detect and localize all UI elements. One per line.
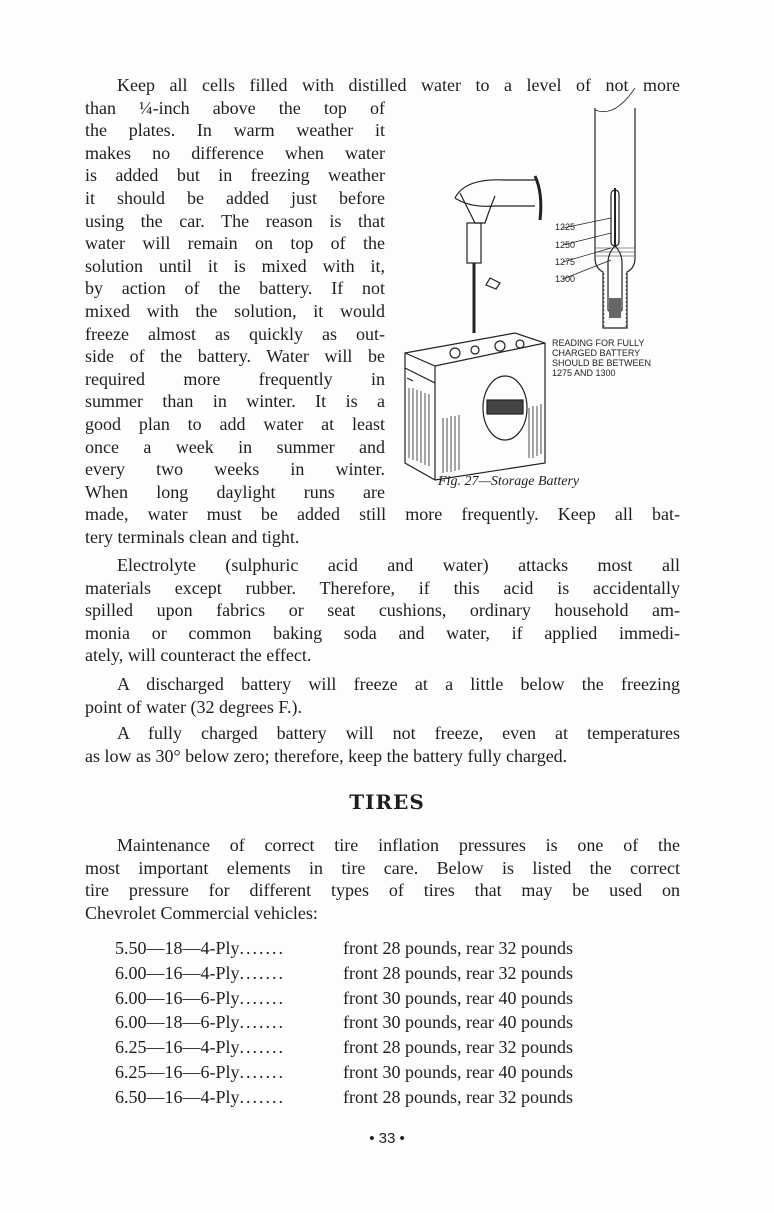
tire-row <box>115 961 675 986</box>
paragraph-electrolyte <box>85 554 680 667</box>
scale-label-1275: 1275 <box>555 257 576 267</box>
tire-size <box>115 1035 285 1060</box>
tire-pressures: front 30 pounds, rear 40 pounds <box>343 1061 573 1082</box>
tire-size-text: 6.25—16—6-Ply <box>115 1061 240 1082</box>
text-line: ately, will counteract the effect. <box>85 645 312 666</box>
tire-size <box>115 1085 285 1110</box>
dot-leader: ....... <box>239 962 286 983</box>
note-line: CHARGED BATTERY <box>552 348 641 358</box>
note-line: SHOULD BE BETWEEN <box>552 358 652 368</box>
dot-leader: ....... <box>239 1086 286 1107</box>
text-line: Chevrolet Commercial vehicles: <box>85 902 318 923</box>
tire-row <box>115 1010 675 1035</box>
note-line: 1275 AND 1300 <box>552 368 616 378</box>
text-line: water will remain on top of the <box>85 233 385 254</box>
text-line: A fully charged battery will not freeze, even at temperatures <box>117 723 680 743</box>
tire-size-text: 6.00—16—4-Ply <box>115 962 240 983</box>
text-line: required more frequently in <box>85 368 385 389</box>
text-line: monia or common baking soda and water, if applied immedi- <box>85 622 680 643</box>
dot-leader: ....... <box>239 1012 286 1033</box>
note-line: READING FOR FULLY <box>552 338 645 348</box>
paragraph-discharged-battery <box>85 673 680 718</box>
text-line: than ¼-inch above the top of <box>85 97 385 118</box>
section-heading-tires: TIRES <box>349 790 425 814</box>
text-line: Electrolyte (sulphuric acid and water) attacks most all <box>117 555 680 575</box>
text-line: summer than in winter. It is a <box>85 391 385 412</box>
text-line: Maintenance of correct tire inflation pressures is one of the <box>117 835 680 855</box>
tire-size-text: 6.00—16—6-Ply <box>115 987 240 1008</box>
text-line: point of water (32 degrees F.). <box>85 696 302 717</box>
paragraph-charged-battery <box>85 722 680 767</box>
tire-pressures: front 30 pounds, rear 40 pounds <box>343 1012 573 1033</box>
text-line: tire pressure for different types of tires that may be used on <box>85 880 680 901</box>
dot-leader: ....... <box>239 1037 286 1058</box>
text-line: the plates. In warm weather it <box>85 120 385 141</box>
tire-size <box>115 1010 285 1035</box>
text-line: made, water must be added still more frequently. Keep all bat- <box>85 504 680 525</box>
tire-pressures: front 28 pounds, rear 32 pounds <box>343 1037 573 1058</box>
tire-pressure-table <box>115 936 675 1110</box>
text-line: Keep all cells filled with distilled water to a level of not more <box>117 75 680 95</box>
text-line: by action of the battery. If not <box>85 278 385 299</box>
tire-row <box>115 1085 675 1110</box>
text-line: tery terminals clean and tight. <box>85 526 300 547</box>
hand-with-hydrometer <box>455 176 541 333</box>
text-line: most important elements in tire care. Below is listed the correct <box>85 857 680 878</box>
text-line: solution until it is mixed with it, <box>85 255 385 276</box>
text-line: freeze almost as quickly as out- <box>85 323 385 344</box>
battery-hydrometer-illustration <box>395 88 695 498</box>
text-line: mixed with the solution, it would <box>85 300 385 321</box>
tire-pressures: front 30 pounds, rear 40 pounds <box>343 987 573 1008</box>
text-line: good plan to add water at least <box>85 413 385 434</box>
tire-pressures: front 28 pounds, rear 32 pounds <box>343 938 573 958</box>
text-line: as low as 30° below zero; therefore, keep the battery fully charged. <box>85 745 568 766</box>
text-line: spilled upon fabrics or seat cushions, ordinary household am- <box>85 600 680 621</box>
text-line: side of the battery. Water will be <box>85 346 385 367</box>
tire-pressures: front 28 pounds, rear 32 pounds <box>343 1086 573 1107</box>
text-line: A discharged battery will freeze at a little below the freezing <box>117 674 680 694</box>
dot-leader: ....... <box>239 1061 286 1082</box>
tire-row <box>115 936 675 961</box>
tire-row <box>115 1035 675 1060</box>
figure-caption: Fig. 27—Storage Battery <box>438 474 580 489</box>
scale-label-1300: 1300 <box>555 274 576 284</box>
battery-drawing <box>405 333 545 480</box>
tire-pressures: front 28 pounds, rear 32 pounds <box>343 962 573 983</box>
tire-size-text: 5.50—18—4-Ply <box>115 938 240 958</box>
tire-size-text: 6.00—18—6-Ply <box>115 1012 240 1033</box>
tire-row <box>115 986 675 1011</box>
tire-size <box>115 986 285 1011</box>
dot-leader: ....... <box>239 938 286 958</box>
tire-size-text: 6.25—16—4-Ply <box>115 1037 240 1058</box>
storage-battery-figure <box>395 88 695 498</box>
page-number: • 33 • <box>369 1130 405 1147</box>
text-line: every two weeks in winter. <box>85 459 385 480</box>
text-line: once a week in summer and <box>85 436 385 457</box>
text-line: materials except rubber. Therefore, if this acid is accidentally <box>85 577 680 598</box>
text-line: it should be added just before <box>85 187 385 208</box>
paragraph-tire-pressure <box>85 834 680 924</box>
text-line: makes no difference when water <box>85 142 385 163</box>
text-line: is added but in freezing weather <box>85 165 385 186</box>
hydrometer-diagram <box>563 88 635 328</box>
dot-leader: ....... <box>239 987 286 1008</box>
tire-size <box>115 961 285 986</box>
hydrometer-note <box>552 338 651 378</box>
text-line: When long daylight runs are <box>85 481 385 502</box>
text-line: using the car. The reason is that <box>85 210 385 231</box>
scale-label-1225: 1225 <box>555 222 576 232</box>
tire-row <box>115 1060 675 1085</box>
tire-size-text: 6.50—16—4-Ply <box>115 1086 240 1107</box>
tire-size <box>115 936 285 961</box>
scale-label-1250: 1250 <box>555 240 576 250</box>
tire-size <box>115 1060 285 1085</box>
